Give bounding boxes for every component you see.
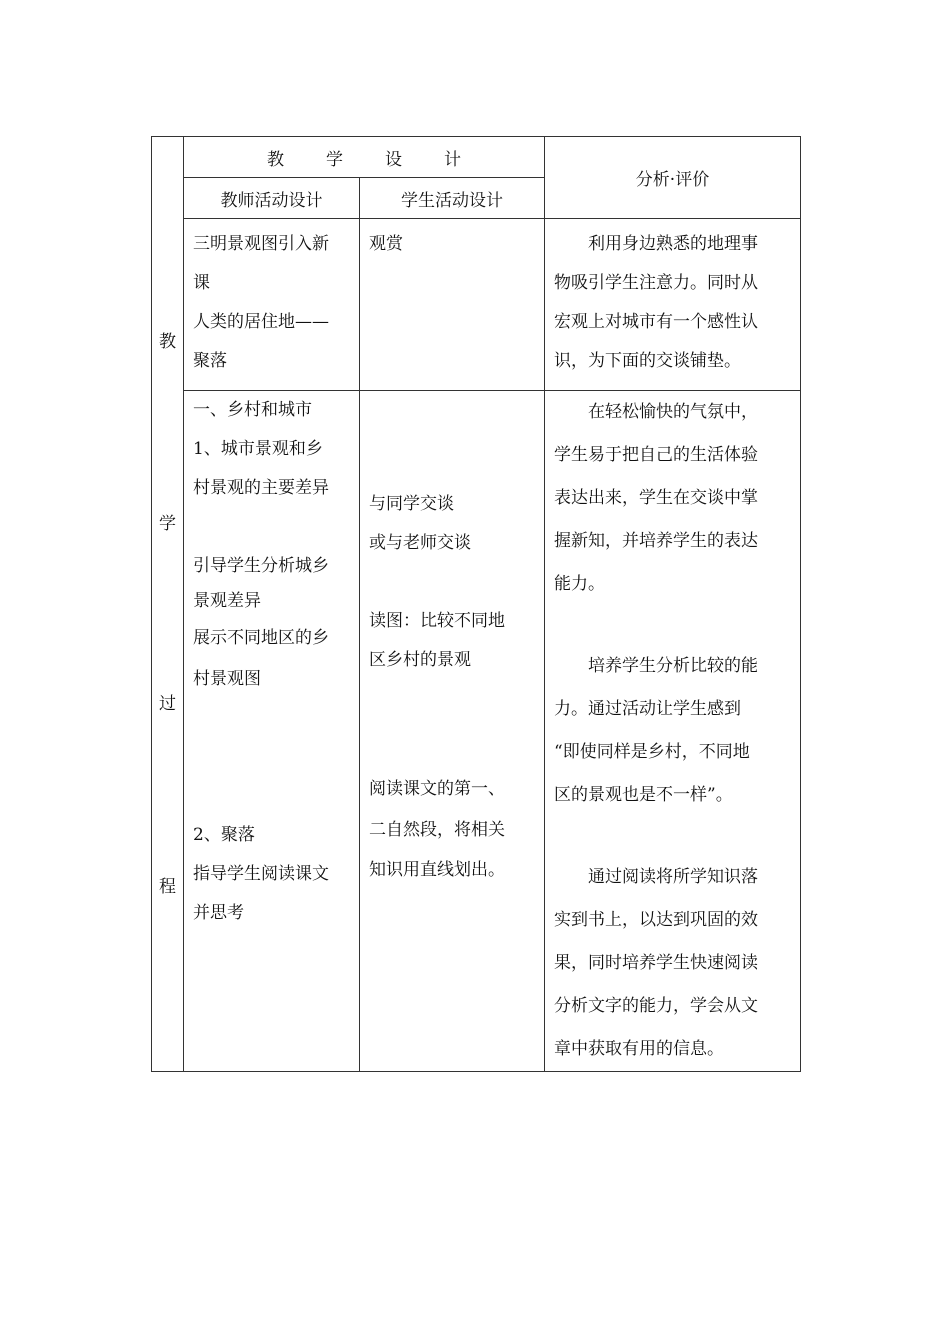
text-line: 指导学生阅读课文 <box>193 864 329 884</box>
text-line: 章中获取有用的信息。 <box>554 1039 724 1059</box>
title-char: 学 <box>326 149 343 170</box>
text-line: 宏观上对城市有一个感性认 <box>554 312 758 332</box>
text-line: 区乡村的景观 <box>369 650 471 670</box>
section-title: 一、乡村和城市 <box>193 400 312 420</box>
side-char: 教 <box>159 332 176 352</box>
text-line: 区的景观也是不一样”。 <box>554 785 733 805</box>
text-line: 三明景观图引入新 <box>193 234 329 254</box>
text-line: 果，同时培养学生快速阅读 <box>554 953 758 973</box>
text-line: 实到书上，以达到巩固的效 <box>554 910 758 930</box>
text-line: 或与老师交谈 <box>369 533 471 553</box>
text-line: 读图：比较不同地 <box>369 611 505 631</box>
text-line: 在轻松愉快的气氛中， <box>588 402 758 422</box>
side-char: 程 <box>159 877 176 897</box>
text-line: 1、城市景观和乡 <box>193 439 323 459</box>
row2-student-cell <box>360 391 545 1072</box>
teacher-activity-header: 教师活动设计 <box>184 178 360 219</box>
text-line: 并思考 <box>193 903 244 923</box>
row1-analysis-cell <box>545 219 801 391</box>
text-line: 与同学交谈 <box>369 494 454 514</box>
text-line: 展示不同地区的乡 <box>193 628 329 648</box>
text-line: 聚落 <box>193 351 227 371</box>
row1-teacher-cell <box>184 219 360 391</box>
title-char: 计 <box>444 149 461 170</box>
row2-teacher-cell <box>184 391 360 1072</box>
student-activity-header: 学生活动设计 <box>360 178 545 219</box>
teaching-design-header <box>184 137 545 178</box>
text-line: 表达出来，学生在交谈中掌 <box>554 488 758 508</box>
analysis-header: 分析·评价 <box>545 137 801 219</box>
side-char: 过 <box>159 694 176 714</box>
text-line: 课 <box>193 273 210 293</box>
title-char: 设 <box>385 149 402 170</box>
lesson-plan-table <box>151 136 801 1072</box>
text-line: 人类的居住地—— <box>193 312 329 332</box>
text-line: 二自然段，将相关 <box>369 820 505 840</box>
text-line: 培养学生分析比较的能 <box>588 656 758 676</box>
text-line: 握新知，并培养学生的表达 <box>554 531 758 551</box>
row1-student-cell <box>360 219 545 391</box>
text-line: 学生易于把自己的生活体验 <box>554 445 758 465</box>
text-line: 引导学生分析城乡 <box>193 556 329 576</box>
text-line: 利用身边熟悉的地理事 <box>588 234 758 254</box>
text-line: 能力。 <box>554 574 605 594</box>
text-line: 识，为下面的交谈铺垫。 <box>554 351 741 371</box>
text-line: 观赏 <box>369 234 403 254</box>
text-line: 物吸引学生注意力。同时从 <box>554 273 758 293</box>
text-line: 村景观的主要差异 <box>193 478 329 498</box>
text-line: 力。通过活动让学生感到 <box>554 699 741 719</box>
text-line: 村景观图 <box>193 669 261 689</box>
row2-analysis-cell <box>545 391 801 1072</box>
text-line: 阅读课文的第一、 <box>369 779 505 799</box>
text-line: 知识用直线划出。 <box>369 860 505 880</box>
text-line: 景观差异 <box>193 591 261 611</box>
title-char: 教 <box>267 149 284 170</box>
teaching-process-label <box>152 137 184 1072</box>
text-line: 2、聚落 <box>193 825 255 845</box>
text-line: “即使同样是乡村，不同地 <box>554 742 750 762</box>
side-char: 学 <box>159 514 176 534</box>
text-line: 通过阅读将所学知识落 <box>588 867 758 887</box>
text-line: 分析文字的能力，学会从文 <box>554 996 758 1016</box>
